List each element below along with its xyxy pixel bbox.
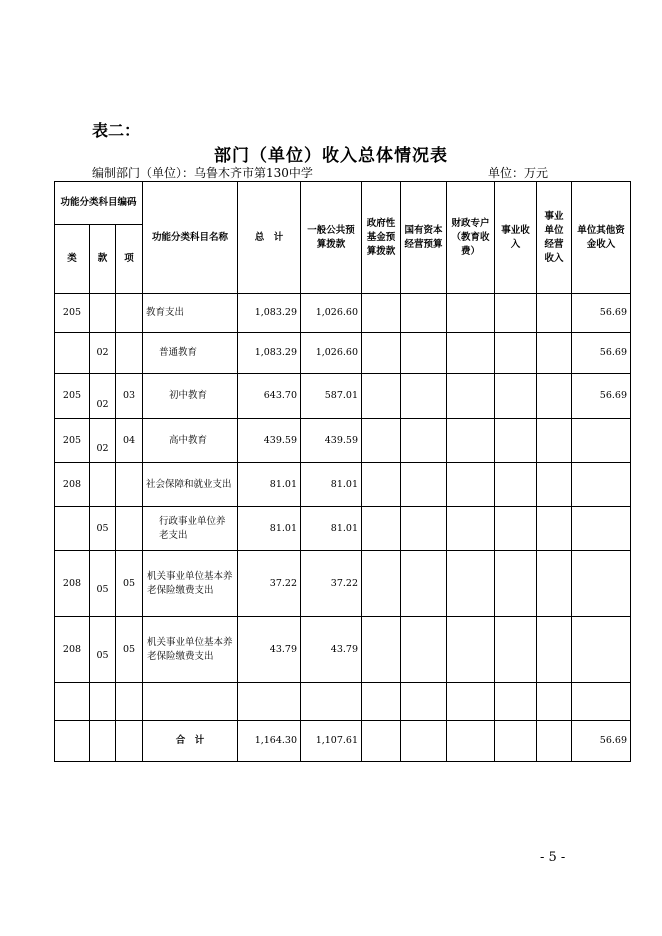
kuan-cell: 05 xyxy=(90,507,116,551)
lei-cell: 208 xyxy=(55,551,90,617)
organization-label: 编制部门（单位）：乌鲁木齐市第130中学 xyxy=(92,166,313,180)
table-row xyxy=(55,463,631,507)
page-title: 部门（单位）收入总体情况表 xyxy=(214,146,448,166)
general-cell: 37.22 xyxy=(301,551,362,617)
sum-other-cell: 56.69 xyxy=(572,721,631,762)
general-cell: 81.01 xyxy=(301,507,362,551)
sum-label: 合 计 xyxy=(143,721,238,762)
general-cell: 439.59 xyxy=(301,419,362,463)
sum-row xyxy=(55,721,631,762)
total-cell: 81.01 xyxy=(238,463,301,507)
total-cell: 1,083.29 xyxy=(238,333,301,374)
general-cell: 1,026.60 xyxy=(301,333,362,374)
general-cell: 43.79 xyxy=(301,617,362,683)
kuan-cell: 02 xyxy=(90,419,116,463)
table-row xyxy=(55,617,631,683)
xiang-header: 项 xyxy=(116,225,143,294)
lei-cell xyxy=(55,507,90,551)
table-row xyxy=(55,374,631,419)
total-cell: 1,083.29 xyxy=(238,294,301,333)
page-number: - 5 - xyxy=(540,850,566,865)
general-budget-header: 一般公共预算拨款 xyxy=(301,182,362,294)
name-cell: 教育支出 xyxy=(143,294,238,333)
fund-budget-header: 政府性基金预算拨款 xyxy=(362,182,401,294)
total-cell: 81.01 xyxy=(238,507,301,551)
empty-row xyxy=(55,683,631,721)
kuan-cell: 02 xyxy=(90,374,116,419)
xiang-cell: 03 xyxy=(116,374,143,419)
kuan-cell xyxy=(90,294,116,333)
lei-cell: 208 xyxy=(55,463,90,507)
income-table xyxy=(54,181,631,762)
general-cell: 1,026.60 xyxy=(301,294,362,333)
table-row xyxy=(55,507,631,551)
special-account-header: 财政专户（教育收费） xyxy=(447,182,495,294)
kuan-cell xyxy=(90,463,116,507)
lei-cell: 205 xyxy=(55,419,90,463)
lei-cell xyxy=(55,333,90,374)
xiang-cell xyxy=(116,463,143,507)
sum-total-cell: 1,164.30 xyxy=(238,721,301,762)
total-cell: 643.70 xyxy=(238,374,301,419)
other-cell xyxy=(572,463,631,507)
general-cell: 81.01 xyxy=(301,463,362,507)
name-cell: 普通教育 xyxy=(143,333,238,374)
total-cell: 439.59 xyxy=(238,419,301,463)
name-cell: 初中教育 xyxy=(143,374,238,419)
lei-header: 类 xyxy=(55,225,90,294)
xiang-cell xyxy=(116,294,143,333)
lei-cell: 205 xyxy=(55,374,90,419)
general-cell: 587.01 xyxy=(301,374,362,419)
table-row xyxy=(55,551,631,617)
name-cell: 机关事业单位基本养老保险缴费支出 xyxy=(143,617,238,683)
unit-label: 单位：万元 xyxy=(488,166,549,180)
lei-cell: 208 xyxy=(55,617,90,683)
total-cell: 37.22 xyxy=(238,551,301,617)
name-cell: 高中教育 xyxy=(143,419,238,463)
table-row xyxy=(55,419,631,463)
xiang-cell: 05 xyxy=(116,617,143,683)
other-cell xyxy=(572,617,631,683)
other-cell: 56.69 xyxy=(572,374,631,419)
xiang-cell xyxy=(116,507,143,551)
kuan-cell: 05 xyxy=(90,617,116,683)
func-name-header: 功能分类科目名称 xyxy=(143,182,238,294)
table-row xyxy=(55,294,631,333)
other-cell: 56.69 xyxy=(572,294,631,333)
other-cell: 56.69 xyxy=(572,333,631,374)
other-income-header: 单位其他资金收入 xyxy=(572,182,631,294)
table-row xyxy=(55,333,631,374)
kuan-header: 款 xyxy=(90,225,116,294)
business-income-header: 事业单位经营收入 xyxy=(537,182,572,294)
total-header: 总 计 xyxy=(238,182,301,294)
name-cell: 机关事业单位基本养老保险缴费支出 xyxy=(143,551,238,617)
name-cell: 行政事业单位养老支出 xyxy=(143,507,238,551)
other-cell xyxy=(572,551,631,617)
func-code-header: 功能分类科目编码 xyxy=(55,182,143,225)
total-cell: 43.79 xyxy=(238,617,301,683)
xiang-cell xyxy=(116,333,143,374)
name-cell: 社会保障和就业支出 xyxy=(143,463,238,507)
kuan-cell: 02 xyxy=(90,333,116,374)
other-cell xyxy=(572,419,631,463)
other-cell xyxy=(572,507,631,551)
xiang-cell: 04 xyxy=(116,419,143,463)
table-label: 表二： xyxy=(92,121,141,140)
kuan-cell: 05 xyxy=(90,551,116,617)
career-income-header: 事业收入 xyxy=(495,182,537,294)
xiang-cell: 05 xyxy=(116,551,143,617)
lei-cell: 205 xyxy=(55,294,90,333)
sum-general-cell: 1,107.61 xyxy=(301,721,362,762)
state-capital-header: 国有资本经营预算 xyxy=(401,182,447,294)
